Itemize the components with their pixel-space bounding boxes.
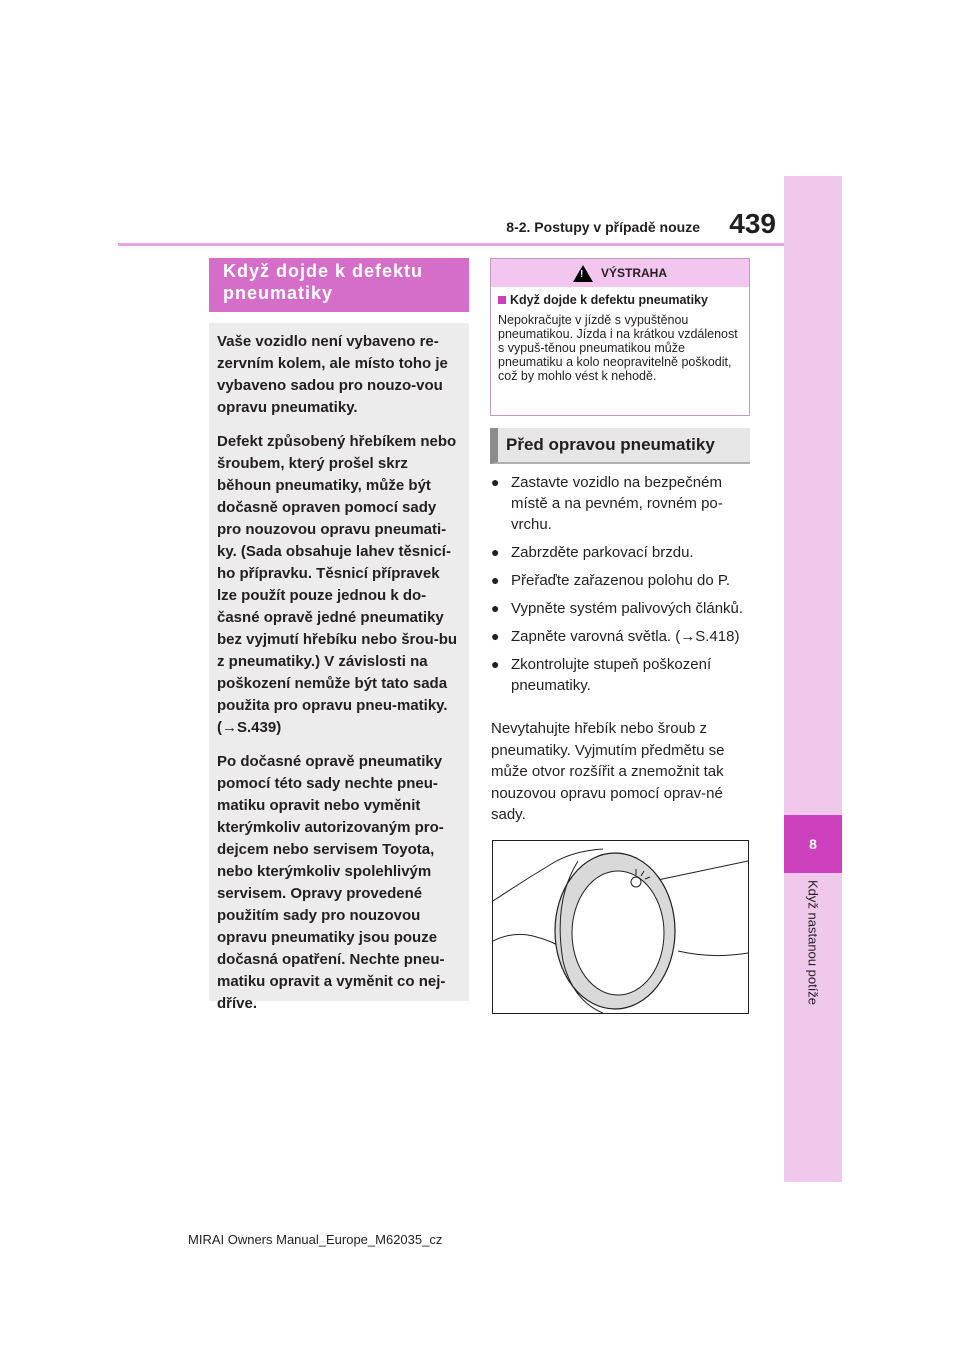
list-item: ● Zastavte vozidlo na bezpečném místě a na pevném, rovném po-vrchu. xyxy=(491,474,723,533)
bullet-icon: ● xyxy=(491,572,500,588)
list-item: ● Zapněte varovná světla. (→S.418) xyxy=(491,628,740,645)
tire-nail-drawing xyxy=(493,841,748,1013)
warning-triangle-icon: ! xyxy=(573,265,593,282)
bullet-icon: ● xyxy=(491,656,500,672)
bullet-icon: ● xyxy=(491,600,500,616)
header-divider xyxy=(118,243,784,246)
before-repair-list xyxy=(491,472,753,703)
flat-tire-info-box xyxy=(209,323,469,1012)
before-repair-heading: Před opravou pneumatiky xyxy=(490,428,750,464)
list-item: ● Přeřaďte zařazenou polohu do P. xyxy=(491,572,731,589)
warning-header xyxy=(491,259,749,287)
warning-subtitle-row xyxy=(498,293,742,307)
bullet-icon: ● xyxy=(491,544,500,560)
chapter-title: Když nastanou potíže xyxy=(805,880,821,1006)
nail-removal-note: Nevytahujte hřebík nebo šroub z pneumatiky. Vyjmutím předmětu se může otvor rozšířit a znemožnit tak nouzovou opravu pomocí oprav-né sady. xyxy=(491,720,725,823)
footer-text: MIRAI Owners Manual_Europe_M62035_cz xyxy=(188,1232,443,1247)
info-paragraph-3: Po dočasné opravě pneumatiky pomocí této sady nechte pneu-matiku opravit nebo vyměnit kterýmkoliv autorizovaným pro-dejcem nebo servisem Toyota, nebo kterýmkoliv spolehlivým servisem. Opravy provedené použitím sady pro nouzovou opravu pneumatiky jsou pouze dočasná opatření. Nechte pneu-matiku opravit a vyměnit co nej-dříve. xyxy=(217,753,446,1012)
warning-subtitle: Když dojde k defektu pneumatiky xyxy=(510,293,708,307)
chapter-number-badge xyxy=(784,815,842,873)
chapter-side-tab xyxy=(784,176,842,1182)
square-bullet-icon xyxy=(498,296,506,304)
info-paragraph-2: Defekt způsobený hřebíkem nebo šroubem, který prošel skrz běhoun pneumatiky, může být dočasně opraven pomocí sady pro nouzovou opravu pneumati-ky. (Sada obsahuje lahev těsnicí-ho přípravku. Těsnicí přípravek lze použít pouze jednou k do-časné opravě jedné pneumatiky bez vyjmutí hřebíku nebo šrou-bu z pneumatiky.) V závislosti na poškození nemůže být tato sada použita pro opravu pneu-matiky. (→S.439) xyxy=(217,433,458,736)
bullet-icon: ● xyxy=(491,474,500,490)
bullet-icon: ● xyxy=(491,628,500,644)
section-title: 8-2. Postupy v případě nouze xyxy=(506,219,700,235)
warning-label: VÝSTRAHA xyxy=(600,266,667,280)
list-item: ● Zkontrolujte stupeň poškození pneumatiky. xyxy=(491,656,712,694)
chapter-number: 8 xyxy=(809,836,817,852)
flat-tire-heading: Když dojde k defektu pneumatiky xyxy=(209,258,469,312)
info-paragraph-1: Vaše vozidlo není vybaveno re-zervním kolem, ale místo toho je vybaveno sadou pro nouzo-vou opravu pneumatiky. xyxy=(217,333,448,416)
page-number: 439 xyxy=(729,208,776,239)
tire-puncture-illustration xyxy=(492,840,749,1014)
list-item: ● Zabrzděte parkovací brzdu. xyxy=(491,544,694,561)
list-item: ● Vypněte systém palivových článků. xyxy=(491,600,744,617)
warning-box xyxy=(490,258,750,416)
chapter-title-vertical xyxy=(784,880,842,1030)
warning-text: Nepokračujte v jízdě s vypuštěnou pneumatikou. Jízda i na krátkou vzdálenost s vypuš-těnou pneumatikou může pneumatiku a kolo neopravitelně poškodit, což by mohlo vést k nehodě. xyxy=(498,313,738,383)
